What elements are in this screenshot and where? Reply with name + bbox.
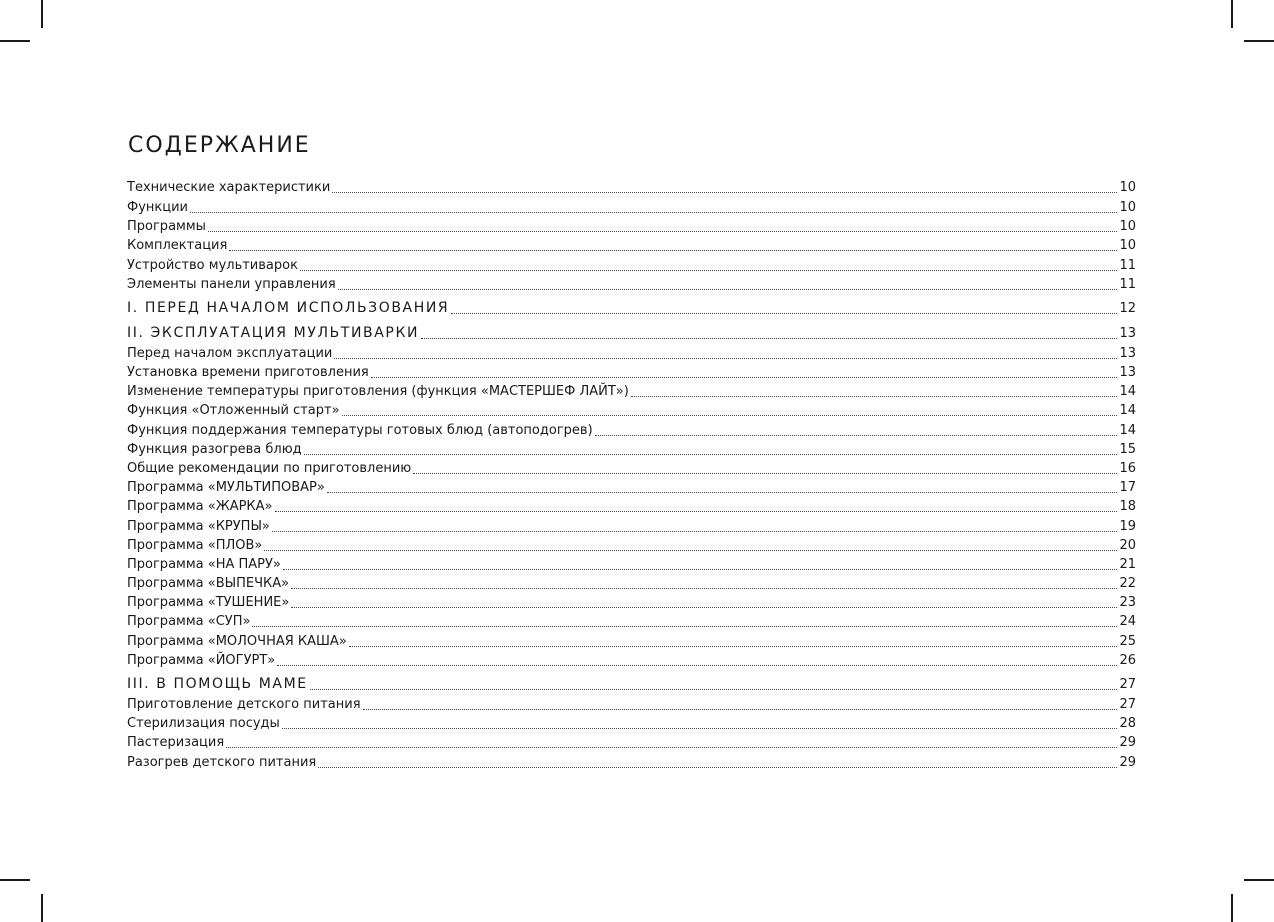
toc-entry-label: Программа «ВЫПЕЧКА» bbox=[127, 576, 290, 591]
toc-page-number: 22 bbox=[1119, 576, 1136, 591]
toc-page-number: 26 bbox=[1119, 653, 1136, 668]
toc-item-row bbox=[127, 555, 1136, 574]
dot-leader bbox=[371, 376, 1118, 378]
toc-entry-label: Изменение температуры приготовления (функция «МАСТЕРШЕФ ЛАЙТ») bbox=[127, 384, 629, 399]
toc-page-number: 14 bbox=[1119, 403, 1136, 418]
toc-item-row bbox=[127, 178, 1136, 197]
toc-item-row bbox=[127, 536, 1136, 555]
dot-leader bbox=[338, 288, 1118, 290]
dot-leader bbox=[327, 491, 1118, 493]
toc-entry-label: I. ПЕРЕД НАЧАЛОМ ИСПОЛЬЗОВАНИЯ bbox=[127, 300, 450, 316]
toc-entry-label: Технические характеристики bbox=[127, 180, 331, 195]
toc-item-row bbox=[127, 421, 1136, 440]
dot-leader bbox=[264, 549, 1117, 551]
toc-page-number: 27 bbox=[1119, 697, 1136, 712]
toc-entry-label: Программа «СУП» bbox=[127, 614, 251, 629]
crop-mark-top-left-horizontal bbox=[0, 40, 30, 42]
toc-entry-label: Программа «МОЛОЧНАЯ КАША» bbox=[127, 634, 347, 649]
toc-page-number: 14 bbox=[1119, 423, 1136, 438]
dot-leader bbox=[229, 249, 1117, 251]
dot-leader bbox=[342, 414, 1118, 416]
toc-entry-label: Функции bbox=[127, 200, 188, 215]
toc-entry-label: II. ЭКСПЛУАТАЦИЯ МУЛЬТИВАРКИ bbox=[127, 325, 420, 341]
toc-item-row bbox=[127, 714, 1136, 733]
dot-leader bbox=[300, 269, 1118, 271]
toc-item-row bbox=[127, 574, 1136, 593]
dot-leader bbox=[283, 568, 1118, 570]
toc-item-row bbox=[127, 363, 1136, 382]
toc-item-row bbox=[127, 612, 1136, 631]
toc-item-row bbox=[127, 753, 1136, 772]
toc-entry-label: Функция поддержания температуры готовых блюд (автоподогрев) bbox=[127, 423, 593, 438]
toc-entry-label: Приготовление детского питания bbox=[127, 697, 361, 712]
dot-leader bbox=[413, 472, 1117, 474]
toc-page-number: 10 bbox=[1119, 238, 1136, 253]
toc-item-row bbox=[127, 733, 1136, 752]
toc-item-row bbox=[127, 651, 1136, 670]
toc-page-number: 14 bbox=[1119, 384, 1136, 399]
toc-page-number: 23 bbox=[1119, 595, 1136, 610]
dot-leader bbox=[595, 434, 1118, 436]
dot-leader bbox=[334, 357, 1117, 359]
toc-item-row bbox=[127, 236, 1136, 255]
toc-page-number: 13 bbox=[1119, 326, 1136, 341]
dot-leader bbox=[208, 230, 1118, 232]
dot-leader bbox=[282, 727, 1118, 729]
dot-leader bbox=[275, 510, 1118, 512]
toc-page-number: 12 bbox=[1119, 301, 1136, 316]
dot-leader bbox=[631, 395, 1118, 397]
toc-item-row bbox=[127, 459, 1136, 478]
toc-page-number: 20 bbox=[1119, 538, 1136, 553]
dot-leader bbox=[363, 708, 1118, 710]
toc-entry-label: Программа «ЙОГУРТ» bbox=[127, 653, 276, 668]
toc-entry-label: Программа «НА ПАРУ» bbox=[127, 557, 281, 572]
toc-entry-label: Программы bbox=[127, 219, 206, 234]
toc-entry-label: Программа «МУЛЬТИПОВАР» bbox=[127, 480, 325, 495]
toc-page-number: 15 bbox=[1119, 442, 1136, 457]
toc-item-row bbox=[127, 217, 1136, 236]
toc-entry-label: Комплектация bbox=[127, 238, 228, 253]
toc-page-number: 16 bbox=[1119, 461, 1136, 476]
toc-entry-label: Программа «ЖАРКА» bbox=[127, 499, 273, 514]
toc-section-row bbox=[127, 675, 1136, 694]
toc-page-number: 28 bbox=[1119, 716, 1136, 731]
toc-item-row bbox=[127, 256, 1136, 275]
dot-leader bbox=[421, 337, 1117, 339]
toc-entry-label: Общие рекомендации по приготовлению bbox=[127, 461, 412, 476]
toc-page-number: 13 bbox=[1119, 346, 1136, 361]
toc-entry-label: III. В ПОМОЩЬ МАМЕ bbox=[127, 676, 308, 692]
toc-page-number: 11 bbox=[1119, 258, 1136, 273]
toc-entry-label: Функция разогрева блюд bbox=[127, 442, 302, 457]
toc-item-row bbox=[127, 632, 1136, 651]
dot-leader bbox=[332, 191, 1117, 193]
dot-leader bbox=[252, 625, 1117, 627]
crop-mark-bottom-left-vertical bbox=[41, 894, 43, 922]
dot-leader bbox=[451, 312, 1117, 314]
toc-entry-label: Программа «ПЛОВ» bbox=[127, 538, 263, 553]
toc-entry-label: Перед началом эксплуатации bbox=[127, 346, 333, 361]
toc-item-row bbox=[127, 401, 1136, 420]
toc-item-row bbox=[127, 478, 1136, 497]
toc-page-number: 10 bbox=[1119, 219, 1136, 234]
toc-entry-label: Функция «Отложенный старт» bbox=[127, 403, 340, 418]
toc-page-number: 10 bbox=[1119, 200, 1136, 215]
toc-page-number: 27 bbox=[1119, 677, 1136, 692]
toc-entry-label: Установка времени приготовления bbox=[127, 365, 369, 380]
toc-item-row bbox=[127, 695, 1136, 714]
toc-page-number: 18 bbox=[1119, 499, 1136, 514]
toc-page-number: 13 bbox=[1119, 365, 1136, 380]
toc-item-row bbox=[127, 344, 1136, 363]
dot-leader bbox=[349, 645, 1118, 647]
toc-page-number: 17 bbox=[1119, 480, 1136, 495]
toc-entry-label: Элементы панели управления bbox=[127, 277, 336, 292]
crop-mark-top-right-horizontal bbox=[1244, 40, 1274, 42]
toc-entry-label: Стерилизация посуды bbox=[127, 716, 280, 731]
toc-entry-label: Разогрев детского питания bbox=[127, 755, 317, 770]
toc-entry-label: Пастеризация bbox=[127, 735, 225, 750]
dot-leader bbox=[310, 688, 1118, 690]
toc-page-number: 29 bbox=[1119, 755, 1136, 770]
toc-section-row bbox=[127, 299, 1136, 318]
crop-mark-top-right-vertical bbox=[1231, 0, 1233, 28]
toc-page-number: 25 bbox=[1119, 634, 1136, 649]
toc-item-row bbox=[127, 593, 1136, 612]
toc-section-row bbox=[127, 324, 1136, 343]
dot-leader bbox=[277, 664, 1117, 666]
toc-page-number: 11 bbox=[1119, 277, 1136, 292]
dot-leader bbox=[291, 606, 1117, 608]
crop-mark-bottom-right-horizontal bbox=[1244, 879, 1274, 881]
crop-mark-bottom-left-horizontal bbox=[0, 879, 30, 881]
toc-page-number: 29 bbox=[1119, 735, 1136, 750]
dot-leader bbox=[190, 211, 1117, 213]
toc-entry-label: Устройство мультиварок bbox=[127, 258, 298, 273]
dot-leader bbox=[226, 746, 1117, 748]
page-title: СОДЕРЖАНИЕ bbox=[128, 133, 311, 158]
toc-page-number: 21 bbox=[1119, 557, 1136, 572]
dot-leader bbox=[318, 766, 1117, 768]
toc-item-row bbox=[127, 497, 1136, 516]
crop-mark-bottom-right-vertical bbox=[1231, 894, 1233, 922]
toc-item-row bbox=[127, 382, 1136, 401]
toc-item-row bbox=[127, 517, 1136, 536]
toc-page-number: 19 bbox=[1119, 519, 1136, 534]
toc-item-row bbox=[127, 275, 1136, 294]
toc-page-number: 24 bbox=[1119, 614, 1136, 629]
crop-mark-top-left-vertical bbox=[41, 0, 43, 28]
toc-entry-label: Программа «ТУШЕНИЕ» bbox=[127, 595, 290, 610]
dot-leader bbox=[291, 587, 1117, 589]
toc-entry-label: Программа «КРУПЫ» bbox=[127, 519, 270, 534]
dot-leader bbox=[304, 453, 1118, 455]
toc-item-row bbox=[127, 440, 1136, 459]
toc-page-number: 10 bbox=[1119, 180, 1136, 195]
toc-item-row bbox=[127, 198, 1136, 217]
dot-leader bbox=[272, 530, 1118, 532]
